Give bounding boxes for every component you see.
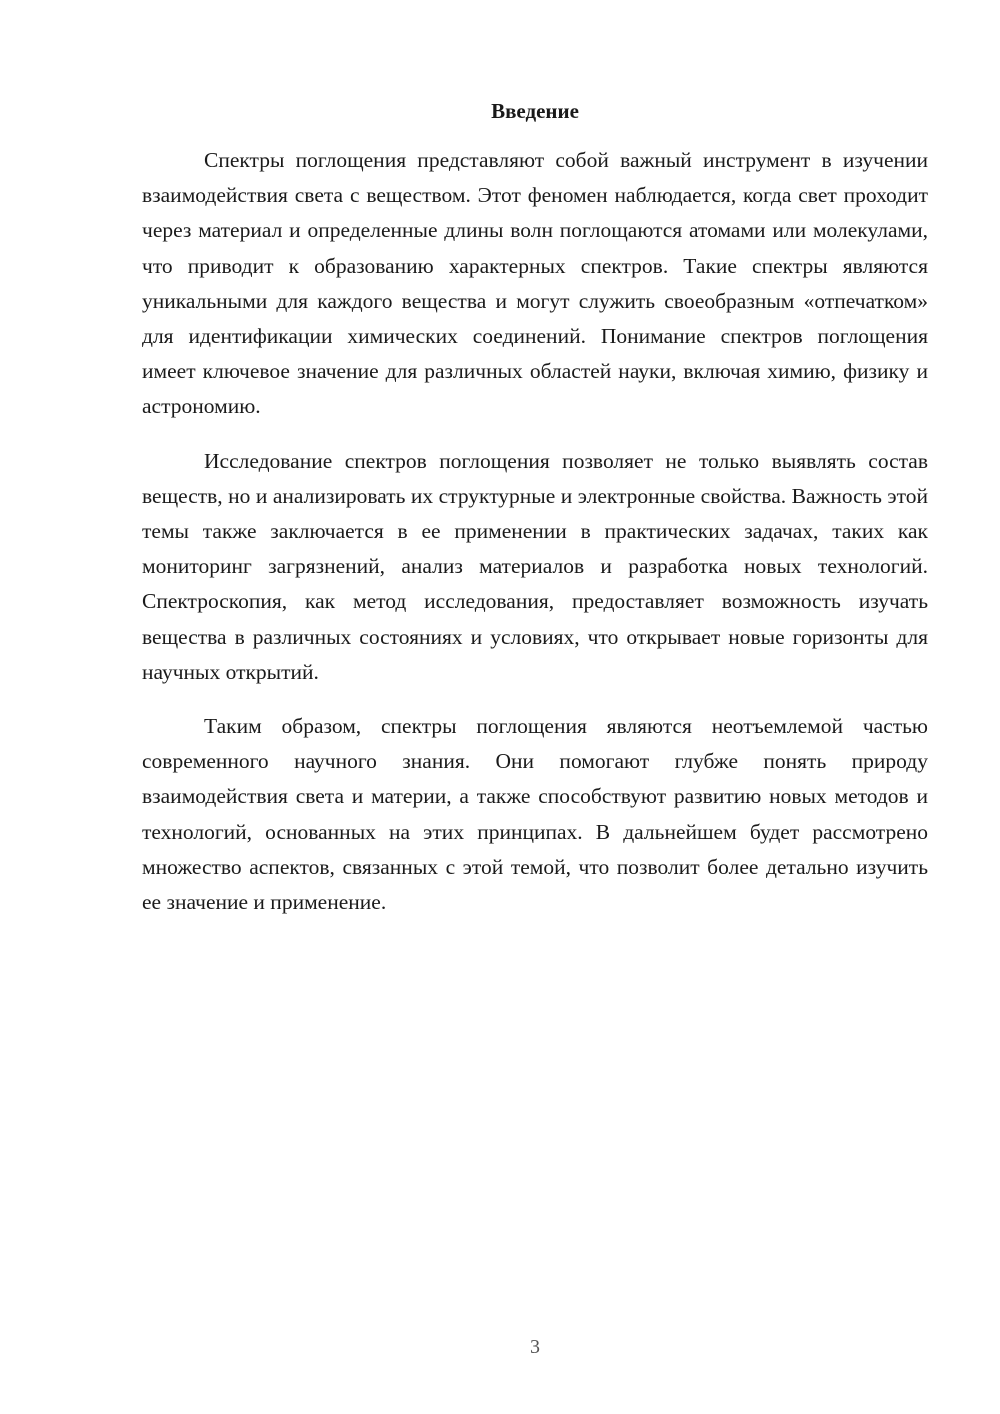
- paragraph-3: Таким образом, спектры поглощения являются неотъемлемой частью современного научного знания. Они помогают глубже понять природу взаимодействия света и материи, а также способствуют развитию новых методов и технологий, основанных на этих принципах. В дальнейшем будет рассмотрено множество аспектов, связанных с этой темой, что позволит более детально изучить ее значение и применение.: [142, 714, 928, 915]
- section-title: Введение: [491, 99, 579, 123]
- paragraph-2: Исследование спектров поглощения позволяет не только выявлять состав веществ, но и анализировать их структурные и электронные свойства. Важность этой темы также заключается в ее применении в практических задачах, таких как мониторинг загрязнений, анализ материалов и разработка новых технологий. Спектроскопия, как метод исследования, предоставляет возможность изучать вещества в различных состояниях и условиях, что открывает новые горизонты для научных открытий.: [142, 448, 928, 684]
- paragraph-1: Спектры поглощения представляют собой важный инструмент в изучении взаимодействия света с веществом. Этот феномен наблюдается, когда свет проходит через материал и определенные длины волн поглощаются атомами или молекулами, что приводит к образованию характерных спектров. Такие спектры являются уникальными для каждого вещества и могут служить своеобразным «отпечатком» для идентификации химических соединений. Понимание спектров поглощения имеет ключевое значение для различных областей науки, включая химию, физику и астрономию.: [142, 148, 928, 419]
- body-text: [142, 143, 928, 939]
- page-number: 3: [530, 1336, 540, 1358]
